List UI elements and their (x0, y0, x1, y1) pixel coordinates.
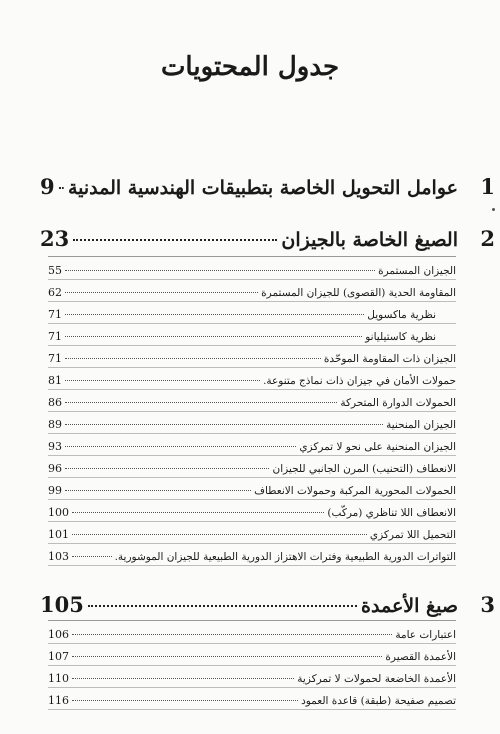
section-page: 62 (48, 286, 62, 299)
section-entry[interactable] (48, 687, 456, 710)
section-title: الجيزان المستمرة (378, 265, 456, 277)
section-entry[interactable] (48, 621, 456, 644)
chapter-1-entry[interactable] (40, 174, 495, 204)
dot-leader (72, 700, 298, 701)
section-page: 86 (48, 396, 62, 409)
chapter-number: 1 (480, 174, 495, 199)
dot-leader (65, 358, 321, 359)
section-title: الانعطاف اللا تناظري (مركّب) (327, 507, 456, 519)
section-title: نظرية ماكسويل (367, 309, 436, 321)
section-entry[interactable] (48, 301, 456, 324)
section-page: 71 (48, 330, 62, 343)
section-page: 100 (48, 506, 69, 519)
section-entry[interactable] (48, 643, 456, 666)
section-entry[interactable] (48, 257, 456, 280)
section-title: التحميل اللا تمركزي (369, 529, 456, 541)
dot-leader (73, 239, 277, 241)
section-page: 71 (48, 352, 62, 365)
section-entry[interactable] (48, 499, 456, 522)
section-entry[interactable] (48, 477, 456, 500)
chapter-page: 105 (40, 592, 84, 617)
dot-leader (72, 634, 392, 635)
section-entry[interactable] (48, 323, 456, 346)
chapter-3-entry[interactable] (40, 592, 495, 622)
section-title: الجيزان المنحنية (386, 419, 456, 431)
section-page: 106 (48, 628, 69, 641)
dot-leader (65, 490, 251, 491)
section-title: المقاومة الحدية (القصوى) للجيزان المستمرة (261, 287, 456, 299)
section-entry[interactable] (48, 433, 456, 456)
section-page: 116 (48, 694, 69, 707)
chapter-title: عوامل التحويل الخاصة بتطبيقات الهندسية المدنية (67, 177, 458, 199)
dot-leader (72, 512, 324, 513)
section-entry[interactable] (48, 367, 456, 390)
dot-leader (65, 446, 296, 447)
section-title: الأعمدة القصيرة (385, 651, 456, 663)
section-title: نظرية كاستيليانو (365, 331, 436, 343)
dot-leader (88, 605, 357, 607)
section-page: 96 (48, 462, 62, 475)
chapter-number: 3 (480, 592, 495, 617)
dot-leader (65, 380, 260, 381)
section-page: 107 (48, 650, 69, 663)
chapter-page: 23 (40, 226, 70, 251)
page-title: جدول المحتويات (160, 52, 340, 82)
section-page: 110 (48, 672, 69, 685)
dot-leader (65, 292, 258, 293)
scan-speck (492, 208, 495, 211)
dot-leader (65, 424, 383, 425)
section-entry[interactable] (48, 345, 456, 368)
section-entry[interactable] (48, 521, 456, 544)
section-title: حمولات الأمان في جيزان ذات نماذج متنوعة. (263, 375, 456, 387)
dot-leader (72, 678, 294, 679)
section-entry[interactable] (48, 543, 456, 566)
dot-leader (59, 187, 64, 189)
section-entry[interactable] (48, 665, 456, 688)
section-page: 99 (48, 484, 62, 497)
section-page: 101 (48, 528, 69, 541)
section-entry[interactable] (48, 279, 456, 302)
section-page: 81 (48, 374, 62, 387)
dot-leader (65, 314, 364, 315)
section-title: الأعمدة الخاضعة لحمولات لا تمركزية (297, 673, 456, 685)
section-page: 89 (48, 418, 62, 431)
section-page: 71 (48, 308, 62, 321)
chapter-2-entry[interactable] (40, 226, 495, 256)
section-title: الجيزان المنحنية على نحو لا تمركزي (299, 441, 456, 453)
section-page: 103 (48, 550, 69, 563)
chapter-page: 9 (40, 174, 55, 199)
chapter-title: الصيغ الخاصة بالجيزان (281, 229, 458, 251)
section-title: التواترات الدورية الطبيعية وفترات الاهتزاز الدورية الطبيعية للجيزان الموشورية. (114, 551, 456, 563)
dot-leader (72, 656, 382, 657)
section-title: الجيزان ذات المقاومة الموحّدة (323, 353, 456, 365)
dot-leader (65, 336, 362, 337)
dot-leader (72, 556, 112, 557)
dot-leader (65, 402, 337, 403)
section-page: 93 (48, 440, 62, 453)
section-title: اعتبارات عامة (395, 629, 456, 641)
section-title: الحمولات المحورية المركبة وحمولات الانعطاف (254, 485, 456, 497)
section-title: تصميم صفيحة (طبقة) قاعدة العمود (301, 695, 456, 707)
section-title: الحمولات الدوارة المتحركة (340, 397, 456, 409)
section-entry[interactable] (48, 411, 456, 434)
dot-leader (72, 534, 367, 535)
section-title: الانعطاف (التحنيب) المرن الجانبي للجيزان (272, 463, 456, 475)
section-page: 55 (48, 264, 62, 277)
dot-leader (65, 468, 269, 469)
section-entry[interactable] (48, 455, 456, 478)
chapter-title: صيغ الأعمدة (361, 595, 458, 617)
chapter-number: 2 (480, 226, 495, 251)
section-entry[interactable] (48, 389, 456, 412)
dot-leader (65, 270, 375, 271)
